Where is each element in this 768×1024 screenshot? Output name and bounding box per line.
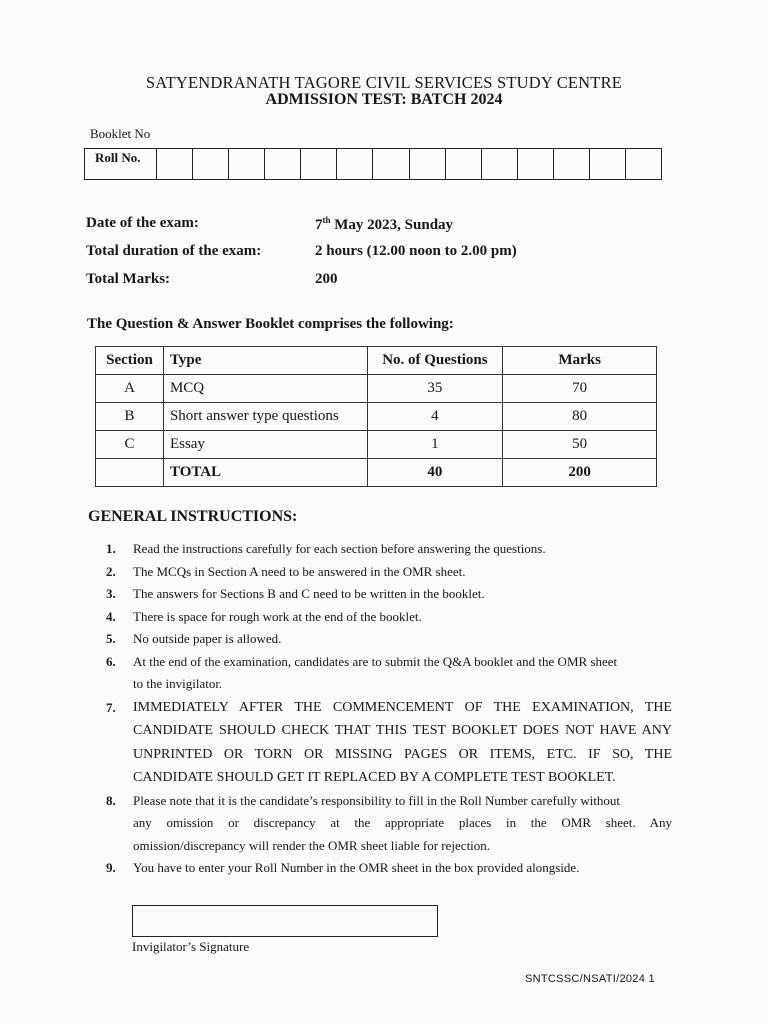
booklet-no-label: Booklet No [90, 126, 151, 141]
list-item: 9. You have to enter your Roll Number in the OMR sheet in the box provided alongside. [106, 860, 580, 875]
duration-value: 2 hours (12.00 noon to 2.00 pm) [315, 243, 517, 259]
cell-section [96, 459, 164, 487]
roll-cell[interactable] [518, 149, 554, 179]
list-item: 6. At the end of the examination, candidates are to submit the Q&A booklet and the OMR sheet to the invigilator. [106, 653, 618, 691]
institution-title: SATYENDRANATH TAGORE CIVIL SERVICES STUDY CENTRE [145, 73, 623, 92]
total-marks-label: Total Marks: [86, 271, 171, 287]
list-item: 7. IMMEDIATELY AFTER THE COMMENCEMENT OF THE EXAMINATION, THE CANDIDATE SHOULD CHECK THAT THIS TEST BOOKLET DOES NOT HAVE ANY UNPRINTED OR TORN OR MISSING PAGES OR ITEMS, ETC. IF SO, THE CANDIDATE SHOULD GET IT REPLACED BY A COMPLETE TEST BOOKLET. [106, 699, 672, 785]
roll-cell[interactable] [482, 149, 518, 179]
header-type: Type [163, 347, 367, 375]
cell-total-label: TOTAL [163, 459, 367, 487]
cell-total-questions: 40 [367, 459, 503, 487]
exam-date-value: 7th May 2023, Sunday [315, 215, 454, 233]
roll-cell[interactable] [337, 149, 373, 179]
list-item: 1. Read the instructions carefully for each section before answering the questions. [106, 541, 546, 556]
roll-no-label: Roll No. [85, 149, 157, 179]
table-row [96, 431, 657, 459]
header-questions: No. of Questions [367, 347, 503, 375]
cell-marks: 70 [503, 375, 657, 403]
roll-cell[interactable] [265, 149, 301, 179]
qa-booklet-heading: The Question & Answer Booklet comprises the following: [87, 316, 454, 332]
signature-label: Invigilator’s Signature [132, 939, 250, 954]
signature-box[interactable] [132, 905, 438, 937]
cell-total-marks: 200 [503, 459, 657, 487]
instructions-list [106, 538, 672, 880]
list-item: 4. There is space for rough work at the end of the booklet. [106, 608, 422, 624]
cell-questions: 4 [367, 403, 503, 431]
roll-no-grid [84, 148, 662, 180]
cell-marks: 50 [503, 431, 657, 459]
sections-table [95, 346, 657, 487]
cell-type: Essay [163, 431, 367, 459]
list-item: 2. The MCQs in Section A need to be answered in the OMR sheet. [106, 563, 466, 579]
header-marks: Marks [503, 347, 657, 375]
duration-label: Total duration of the exam: [86, 243, 262, 259]
test-title: ADMISSION TEST: BATCH 2024 [265, 91, 503, 108]
roll-cell[interactable] [590, 149, 626, 179]
roll-cell[interactable] [626, 149, 661, 179]
cell-questions: 1 [367, 431, 503, 459]
page-footer: SNTCSSC/NSATI/2024 1 [525, 973, 655, 985]
table-total-row [96, 459, 657, 487]
cell-type: MCQ [163, 375, 367, 403]
cell-section: C [96, 431, 164, 459]
roll-cell[interactable] [193, 149, 229, 179]
roll-cell[interactable] [554, 149, 590, 179]
cell-marks: 80 [503, 403, 657, 431]
total-marks-value: 200 [315, 271, 338, 287]
list-item: 5. No outside paper is allowed. [106, 631, 282, 646]
roll-cell[interactable] [410, 149, 446, 179]
roll-cell[interactable] [446, 149, 482, 179]
cell-section: A [96, 375, 164, 403]
cell-section: B [96, 403, 164, 431]
roll-cell[interactable] [301, 149, 337, 179]
exam-date-label: Date of the exam: [86, 215, 199, 231]
header-section: Section [96, 347, 164, 375]
roll-cell[interactable] [157, 149, 193, 179]
table-row [96, 375, 657, 403]
cell-questions: 35 [367, 375, 503, 403]
list-item: 8. Please note that it is the candidate’s responsibility to fill in the Roll Number carefully without any omission or discrepancy at the appropriate places in the OMR sheet. Any omission/discrepancy will render the OMR sheet liable for rejection. [106, 792, 672, 853]
instructions-heading: GENERAL INSTRUCTIONS: [88, 508, 298, 525]
roll-cell[interactable] [373, 149, 409, 179]
table-row [96, 403, 657, 431]
roll-cell[interactable] [229, 149, 265, 179]
table-header-row [96, 347, 657, 375]
list-item: 3. The answers for Sections B and C need to be written in the booklet. [106, 586, 485, 601]
cell-type: Short answer type questions [163, 403, 367, 431]
